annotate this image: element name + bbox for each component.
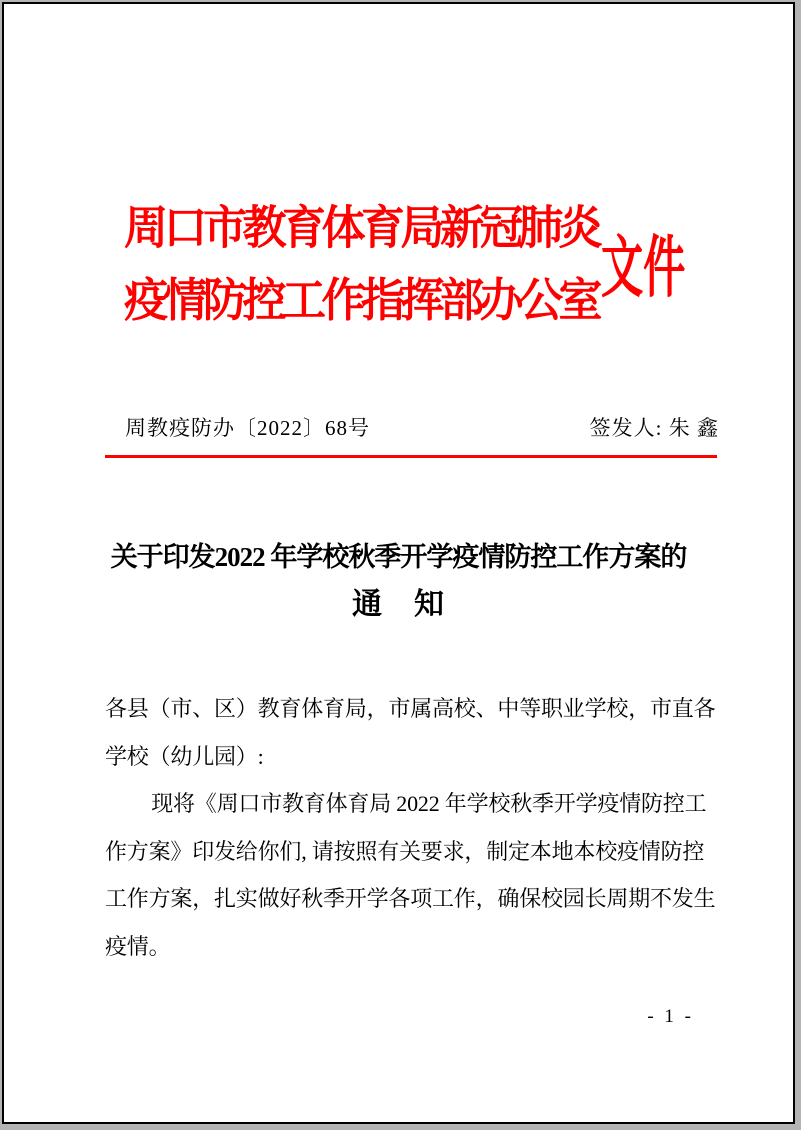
body-line-paragraph-4: 疫情。: [105, 933, 171, 959]
notice-title-line2: 通 知: [352, 588, 445, 621]
letterhead-org-line1: 周口市教育体育局新冠肺炎: [124, 202, 598, 254]
body-line-paragraph-1: 现将《周口市教育体育局 2022 年学校秋季开学疫情防控工: [151, 791, 707, 816]
notice-body: [105, 685, 721, 970]
issuer-name: 签发人: 朱 鑫: [589, 416, 719, 440]
body-line-salutation-1: 各县（市、区）教育体育局，市属高校、中等职业学校，市直各: [105, 696, 716, 721]
letterhead-org-name: [124, 192, 604, 337]
red-separator-line: [105, 455, 717, 458]
body-line-paragraph-2: 作方案》印发给你们, 请按照有关要求，制定本地本校疫情防控: [105, 838, 705, 864]
body-line-salutation-2: 学校（幼儿园）:: [105, 743, 264, 769]
notice-title-line1: 关于印发2022 年学校秋季开学疫情防控工作方案的: [110, 542, 687, 572]
document-meta-row: [105, 412, 719, 444]
document-page: [2, 2, 795, 1124]
notice-title: [4, 535, 793, 630]
letterhead-doc-type-label: 文件: [601, 232, 686, 306]
document-number: 周教疫防办〔2022〕68号: [125, 416, 370, 440]
page-number: - 1 -: [647, 1006, 694, 1027]
body-line-paragraph-3: 工作方案，扎实做好秋季开学各项工作，确保校园长周期不发生: [105, 886, 716, 911]
letterhead-org-line2: 疫情防控工作指挥部办公室: [124, 274, 598, 327]
